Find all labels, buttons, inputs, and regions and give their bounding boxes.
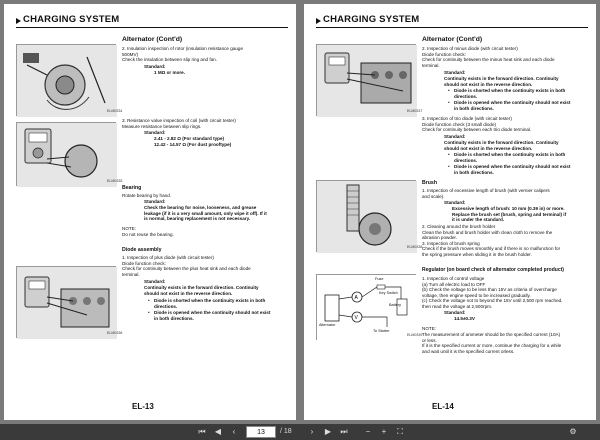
svg-text:V: V (354, 315, 358, 321)
trio-standard-label: Standard: (444, 134, 466, 139)
figure-plus-diode (16, 266, 123, 338)
diagram-label-battery: Battery (389, 303, 402, 307)
figure-code: ELM0338 (407, 245, 423, 249)
coil-standard-value-1: 2.41 - 2.82 Ω (For standard type) (154, 136, 225, 141)
bearing-title: Bearing (122, 185, 142, 191)
coil-standard-value-2: 12.42 - 14.57 Ω (For dust prooftype) (154, 142, 232, 147)
fullscreen-icon[interactable]: ⛶ (397, 427, 403, 436)
figure-code: ELM0337 (407, 109, 423, 113)
coil-resistance-text: 3. Resistance value inspection of coil (with circuit tester) Measure resistance between slip rings. (122, 118, 236, 129)
brush-text-2: 2. Cleaning around the brush holder Clean the brush and brush holder with clean cloth to remove the abrasion powder. 3. Inspection of brush spring Check if the brush moves smoothly and if there is no malfunction for the spring pressure when sliding it in the brush holder. (422, 224, 561, 257)
minus-diode-text: 2. Inspection of minus diode (with circuit tester) Diode function check: Check for continuity between the minus heat sink and each diode terminal. (422, 46, 555, 68)
regulator-text: 1. Inspection of control voltage (a) Turn all electric load to OFF (b) Check the voltage to be less than 15V as criteria of overcharge voltage, then engine speed to be increased gradually. (c) Check the voltage not to beyond the 15V until 2,500 rpm reached, then read the voltage at 2,500rpm. (422, 276, 563, 309)
right-page (304, 4, 596, 420)
diode-title: Diode assembly (122, 247, 162, 253)
rotor-standard-value: 1 MΩ or more. (154, 70, 185, 75)
section-title: Alternator (Cont'd) (122, 36, 183, 43)
diagram-label-fuse: Fuse (375, 277, 384, 281)
minus-standard-value: Continuity exists in the forward direction. Continuity should not exist in the reverse direction. (444, 76, 559, 87)
regulator-note-text: The measurement of ammeter should be the specified current (10A) or less. If it is the specified current or more, continue the charging for a while and wait until it is the specified current orless. (422, 332, 562, 354)
figure-code: ELM0339 (407, 333, 423, 337)
first-page-icon[interactable]: ⏮ (198, 427, 206, 436)
prev-page-icon[interactable]: ◀ (214, 427, 222, 436)
header-title: CHARGING SYSTEM (23, 14, 120, 25)
figure-code: ELM0335 (107, 179, 123, 183)
settings-icon[interactable]: ⚙ (569, 427, 577, 436)
brush-standard-value: Excessive length of brush: 10 mm (0.39 in) or more. Replace the brush set (brush, spring and terminal) if it is under the standard. (452, 206, 567, 223)
header-marker-icon (316, 18, 321, 24)
bearing-standard-value: Check the bearing for noise, looseness, and grease leakage (if it is a very small amount, only wipe it off). If it is normal, bearing replacement is not necessary. (144, 205, 267, 222)
figure-code: ELM0336 (107, 331, 123, 335)
bearing-note-label: NOTE: (122, 226, 137, 231)
figure-coil-resistance (16, 122, 123, 186)
minus-standard-label: Standard: (444, 70, 466, 75)
zoom-in-icon[interactable]: + (381, 427, 387, 436)
trio-diode-text: 3. Inspection of trio diode (with circuit tester) Diode function check (3 small diode) Check for continuity between each trio diode terminal. (422, 116, 532, 133)
bearing-note-text: Do not reuse the bearing. (122, 232, 174, 237)
page-header (316, 14, 588, 28)
figure-regulator-circuit (316, 274, 423, 340)
diagram-label-key-switch: Key Switch (379, 291, 398, 295)
page-number: EL-14 (432, 402, 454, 411)
minus-bullet-1: • Diode is shorted when the continuity exists in both directions. (454, 88, 594, 99)
header-marker-icon (16, 18, 21, 24)
diagram-label-alternator: Alternator (319, 323, 336, 327)
svg-text:A: A (354, 295, 358, 301)
diode-text: 1. Inspection of plus diode (with circuit tester) Diode function check: Check for continuity between the plus heat sink and each diode terminal. (122, 255, 251, 277)
left-page (4, 4, 296, 420)
figure-rotor-insulation (16, 44, 123, 116)
next-icon[interactable]: › (310, 427, 314, 436)
total-pages: / 18 (280, 428, 292, 435)
diode-bullet-2: • Diode is opened when the continuity should not exist in both directions. (154, 310, 294, 321)
next-page-icon[interactable]: ▶ (324, 427, 332, 436)
regulator-title: Regulator (on board check of alternator completed product) (422, 267, 564, 273)
brush-text: 1. Inspection of excessive length of brush (with vernier calipers and scale). (422, 188, 550, 199)
trio-bullet-1: • Diode is shorted when the continuity exists in both directions. (454, 152, 594, 163)
diode-bullet-1: • Diode is shorted when the continuity exists in both directions. (154, 298, 294, 309)
regulator-standard-label: Standard: (444, 310, 466, 315)
diagram-label-to-starter: To Starter (373, 329, 390, 333)
viewer-toolbar (0, 424, 600, 440)
minus-bullet-2: • Diode is opened when the continuity should not exist in both directions. (454, 100, 594, 111)
trio-standard-value: Continuity exists in the forward direction. Continuity should not exist in the reverse direction. (444, 140, 559, 151)
rotor-insulation-text: 2. Insulation inspection of rotor (insulation resistance gauge 500MV) Check the insulation between slip ring and fan. (122, 46, 244, 63)
bearing-standard-label: Standard: (144, 199, 166, 204)
regulator-note-label: NOTE: (422, 326, 437, 331)
brush-standard-label: Standard: (444, 200, 466, 205)
trio-bullet-2: • Diode is opened when the continuity should not exist in both directions. (454, 164, 594, 175)
coil-standard-label: Standard: (144, 130, 166, 135)
last-page-icon[interactable]: ⏭ (340, 427, 348, 436)
brush-title: Brush (422, 180, 437, 186)
prev-icon[interactable]: ‹ (232, 427, 236, 436)
current-page-input[interactable]: 13 (246, 426, 276, 438)
rotor-standard-label: Standard: (144, 64, 166, 69)
section-title: Alternator (Cont'd) (422, 36, 483, 43)
figure-minus-diode (316, 44, 423, 116)
page-number: EL-13 (132, 402, 154, 411)
bearing-text: Rotate bearing by hand. (122, 193, 172, 198)
page-header (16, 14, 288, 28)
diode-standard-value: Continuity exists in the forward direction. Continuity should not exist in the reverse direction. (144, 285, 259, 296)
diode-standard-label: Standard: (144, 279, 166, 284)
regulator-standard-value: 14.5±0.3V (454, 316, 475, 321)
zoom-out-icon[interactable]: − (365, 427, 371, 436)
figure-brush (316, 180, 423, 252)
figure-code: ELM0334 (107, 109, 123, 113)
header-title: CHARGING SYSTEM (323, 14, 420, 25)
